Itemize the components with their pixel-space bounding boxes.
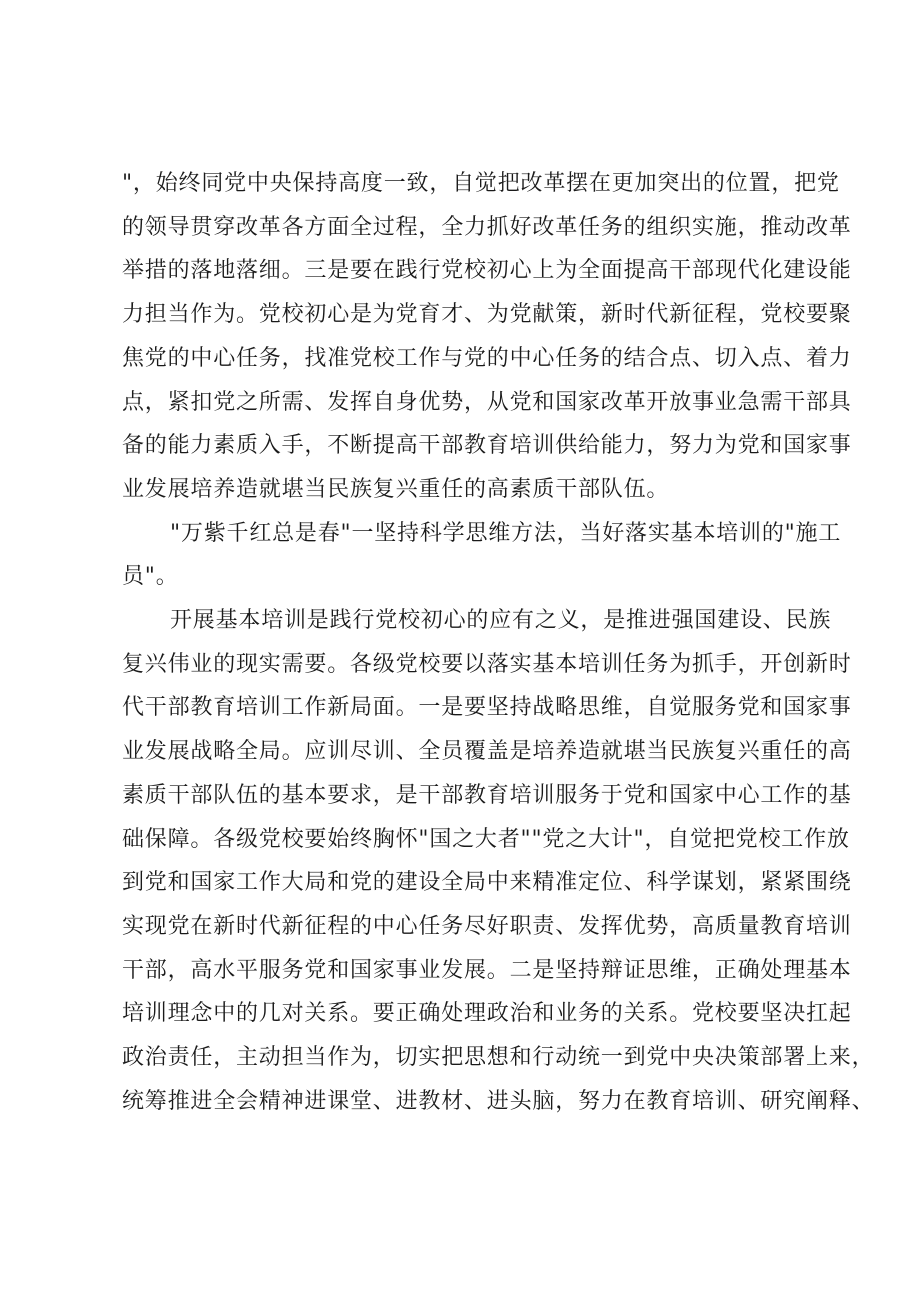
- paragraph-2-line-8: 实现党在新时代新征程的中心任务尽好职责、发挥优势，高质量教育培训: [122, 914, 852, 939]
- paragraph-2-line-2: 复兴伟业的现实需要。各级党校要以落实基本培训任务为抓手，开创新时: [122, 652, 852, 677]
- paragraph-1-line-4: 力担当作为。党校初心是为党育才、为党献策，新时代新征程，党校要聚: [122, 302, 852, 327]
- section-heading-line-1: "万紫千红总是春"一坚持科学思维方法，当好落实基本培训的"施工: [170, 521, 842, 546]
- paragraph-2-line-4: 业发展战略全局。应训尽训、全员覆盖是培养造就堪当民族复兴重任的高: [122, 739, 852, 764]
- paragraph-2-line-11: 政治责任，主动担当作为，切实把思想和行动统一到党中央决策部署上来，: [122, 1045, 875, 1070]
- paragraph-1-line-6: 点，紧扣党之所需、发挥自身优势，从党和国家改革开放事业急需干部具: [122, 390, 852, 415]
- paragraph-1-line-5: 焦党的中心任务，找准党校工作与党的中心任务的结合点、切入点、着力: [122, 346, 852, 371]
- paragraph-1-line-3: 举措的落地落细。三是要在践行党校初心上为全面提高干部现代化建设能: [122, 258, 852, 283]
- paragraph-2-line-1: 开展基本培训是践行党校初心的应有之义，是推进强国建设、民族: [170, 608, 832, 633]
- paragraph-2-line-5: 素质干部队伍的基本要求，是干部教育培训服务于党和国家中心工作的基: [122, 783, 852, 808]
- paragraph-1-line-2: 的领导贯穿改革各方面全过程，全力抓好改革任务的组织实施，推动改革: [122, 215, 852, 240]
- section-heading-line-2: 员"。: [122, 564, 179, 589]
- paragraph-2-line-12: 统筹推进全会精神进课堂、进教材、进头脑，努力在教育培训、研究阐释、: [122, 1089, 875, 1114]
- paragraph-2-line-7: 到党和国家工作大局和党的建设全局中来精准定位、科学谋划，紧紧围绕: [122, 870, 852, 895]
- paragraph-1-line-7: 备的能力素质入手，不断提高干部教育培训供给能力，努力为党和国家事: [122, 433, 852, 458]
- paragraph-2-line-10: 培训理念中的几对关系。要正确处理政治和业务的关系。党校要坚决扛起: [122, 1001, 852, 1026]
- paragraph-2-line-3: 代干部教育培训工作新局面。一是要坚持战略思维，自觉服务党和国家事: [122, 695, 852, 720]
- paragraph-2-line-9: 干部，高水平服务党和国家事业发展。二是坚持辩证思维，正确处理基本: [122, 958, 852, 983]
- paragraph-1-line-1: "，始终同党中央保持高度一致，自觉把改革摆在更加突出的位置，把党: [122, 171, 840, 196]
- paragraph-1-line-8: 业发展培养造就堪当民族复兴重任的高素质干部队伍。: [122, 477, 670, 502]
- paragraph-2-line-6: 础保障。各级党校要始终胸怀"国之大者""党之大计"，自觉把党校工作放: [122, 827, 850, 852]
